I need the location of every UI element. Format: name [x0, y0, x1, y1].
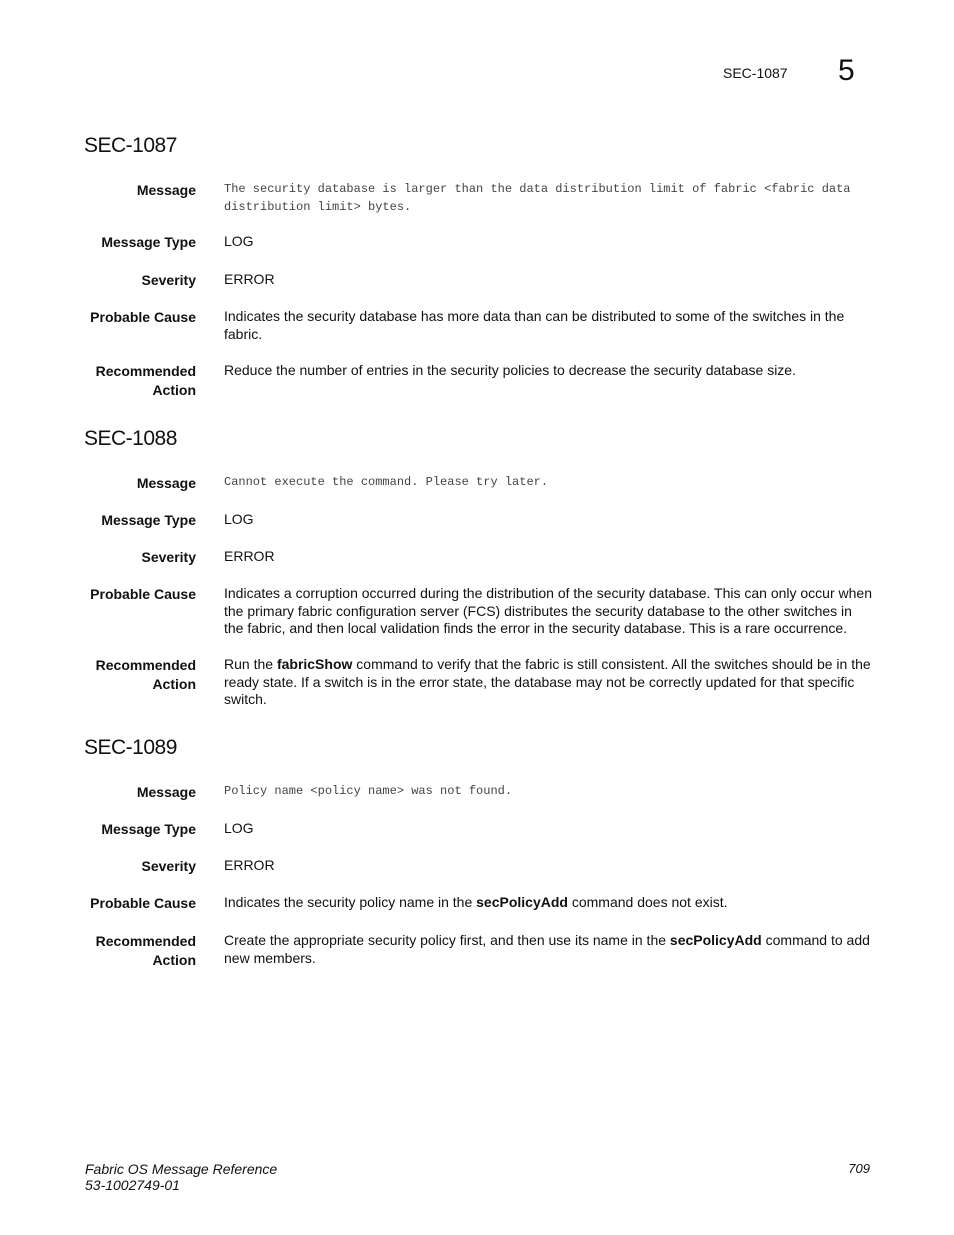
action-text-post: command to add new members.	[224, 932, 870, 966]
recommended-action-text	[224, 932, 874, 967]
severity-label: Severity	[141, 272, 196, 288]
running-header-section: SEC-1087	[723, 65, 788, 81]
command-name: secPolicyAdd	[669, 932, 762, 948]
message-text: Policy name <policy name> was not found.	[224, 784, 513, 798]
recommended-action-label: Recommended Action	[95, 657, 196, 692]
cause-text-post: command does not exist.	[567, 894, 728, 910]
recommended-action-text	[224, 656, 874, 709]
severity-value: ERROR	[224, 548, 275, 564]
footer-book-info	[85, 1161, 277, 1193]
severity-value: ERROR	[224, 271, 275, 287]
action-text-post: command to verify that the fabric is still consistent. All the switches should be in the ready state. If a switch is in the error state, the database may not be correctly updated for that specific switch.	[224, 656, 871, 707]
footer-doc-number: 53-1002749-01	[85, 1177, 180, 1193]
severity-value: ERROR	[224, 857, 275, 873]
entry-title: SEC-1087	[84, 134, 177, 157]
page-number: 709	[848, 1161, 870, 1176]
severity-label: Severity	[141, 549, 196, 565]
message-type-label: Message Type	[101, 512, 196, 528]
entry-title: SEC-1088	[84, 427, 177, 450]
message-type-label: Message Type	[101, 234, 196, 250]
command-name: fabricShow	[276, 656, 353, 672]
probable-cause-text	[224, 894, 874, 912]
probable-cause-label: Probable Cause	[90, 309, 196, 325]
recommended-action-label: Recommended Action	[95, 363, 196, 398]
recommended-action-text: Reduce the number of entries in the security policies to decrease the security database size.	[224, 362, 796, 378]
chapter-number: 5	[838, 54, 855, 87]
recommended-action-label: Recommended Action	[95, 933, 196, 968]
message-label: Message	[136, 182, 196, 198]
footer-book-title: Fabric OS Message Reference	[85, 1161, 278, 1177]
message-text: Cannot execute the command. Please try later.	[224, 475, 549, 489]
probable-cause-label: Probable Cause	[90, 586, 196, 602]
command-name: secPolicyAdd	[476, 894, 568, 910]
message-type-value: LOG	[224, 820, 254, 836]
entry-title: SEC-1089	[84, 736, 177, 759]
message-label: Message	[136, 784, 196, 800]
cause-text-pre: Indicates the security policy name in the	[224, 894, 477, 910]
message-label: Message	[136, 475, 196, 491]
message-type-value: LOG	[224, 511, 254, 527]
probable-cause-label: Probable Cause	[90, 895, 196, 911]
probable-cause-text: Indicates the security database has more data than can be distributed to some of the switches in the fabric.	[224, 308, 845, 342]
probable-cause-text: Indicates a corruption occurred during the distribution of the security database. This can only occur when the primary fabric configuration server (FCS) distributes the security database to the other switches in the fabric, and then local validation finds the error in the security database. This is a rare occurrence.	[224, 585, 872, 636]
message-type-value: LOG	[224, 233, 254, 249]
action-text-pre: Create the appropriate security policy first, and then use its name in the	[224, 932, 670, 948]
message-text: The security database is larger than the data distribution limit of fabric <fabric data distribution limit> bytes.	[224, 182, 851, 214]
message-type-label: Message Type	[101, 821, 196, 837]
action-text-pre: Run the	[224, 656, 277, 672]
severity-label: Severity	[141, 858, 196, 874]
